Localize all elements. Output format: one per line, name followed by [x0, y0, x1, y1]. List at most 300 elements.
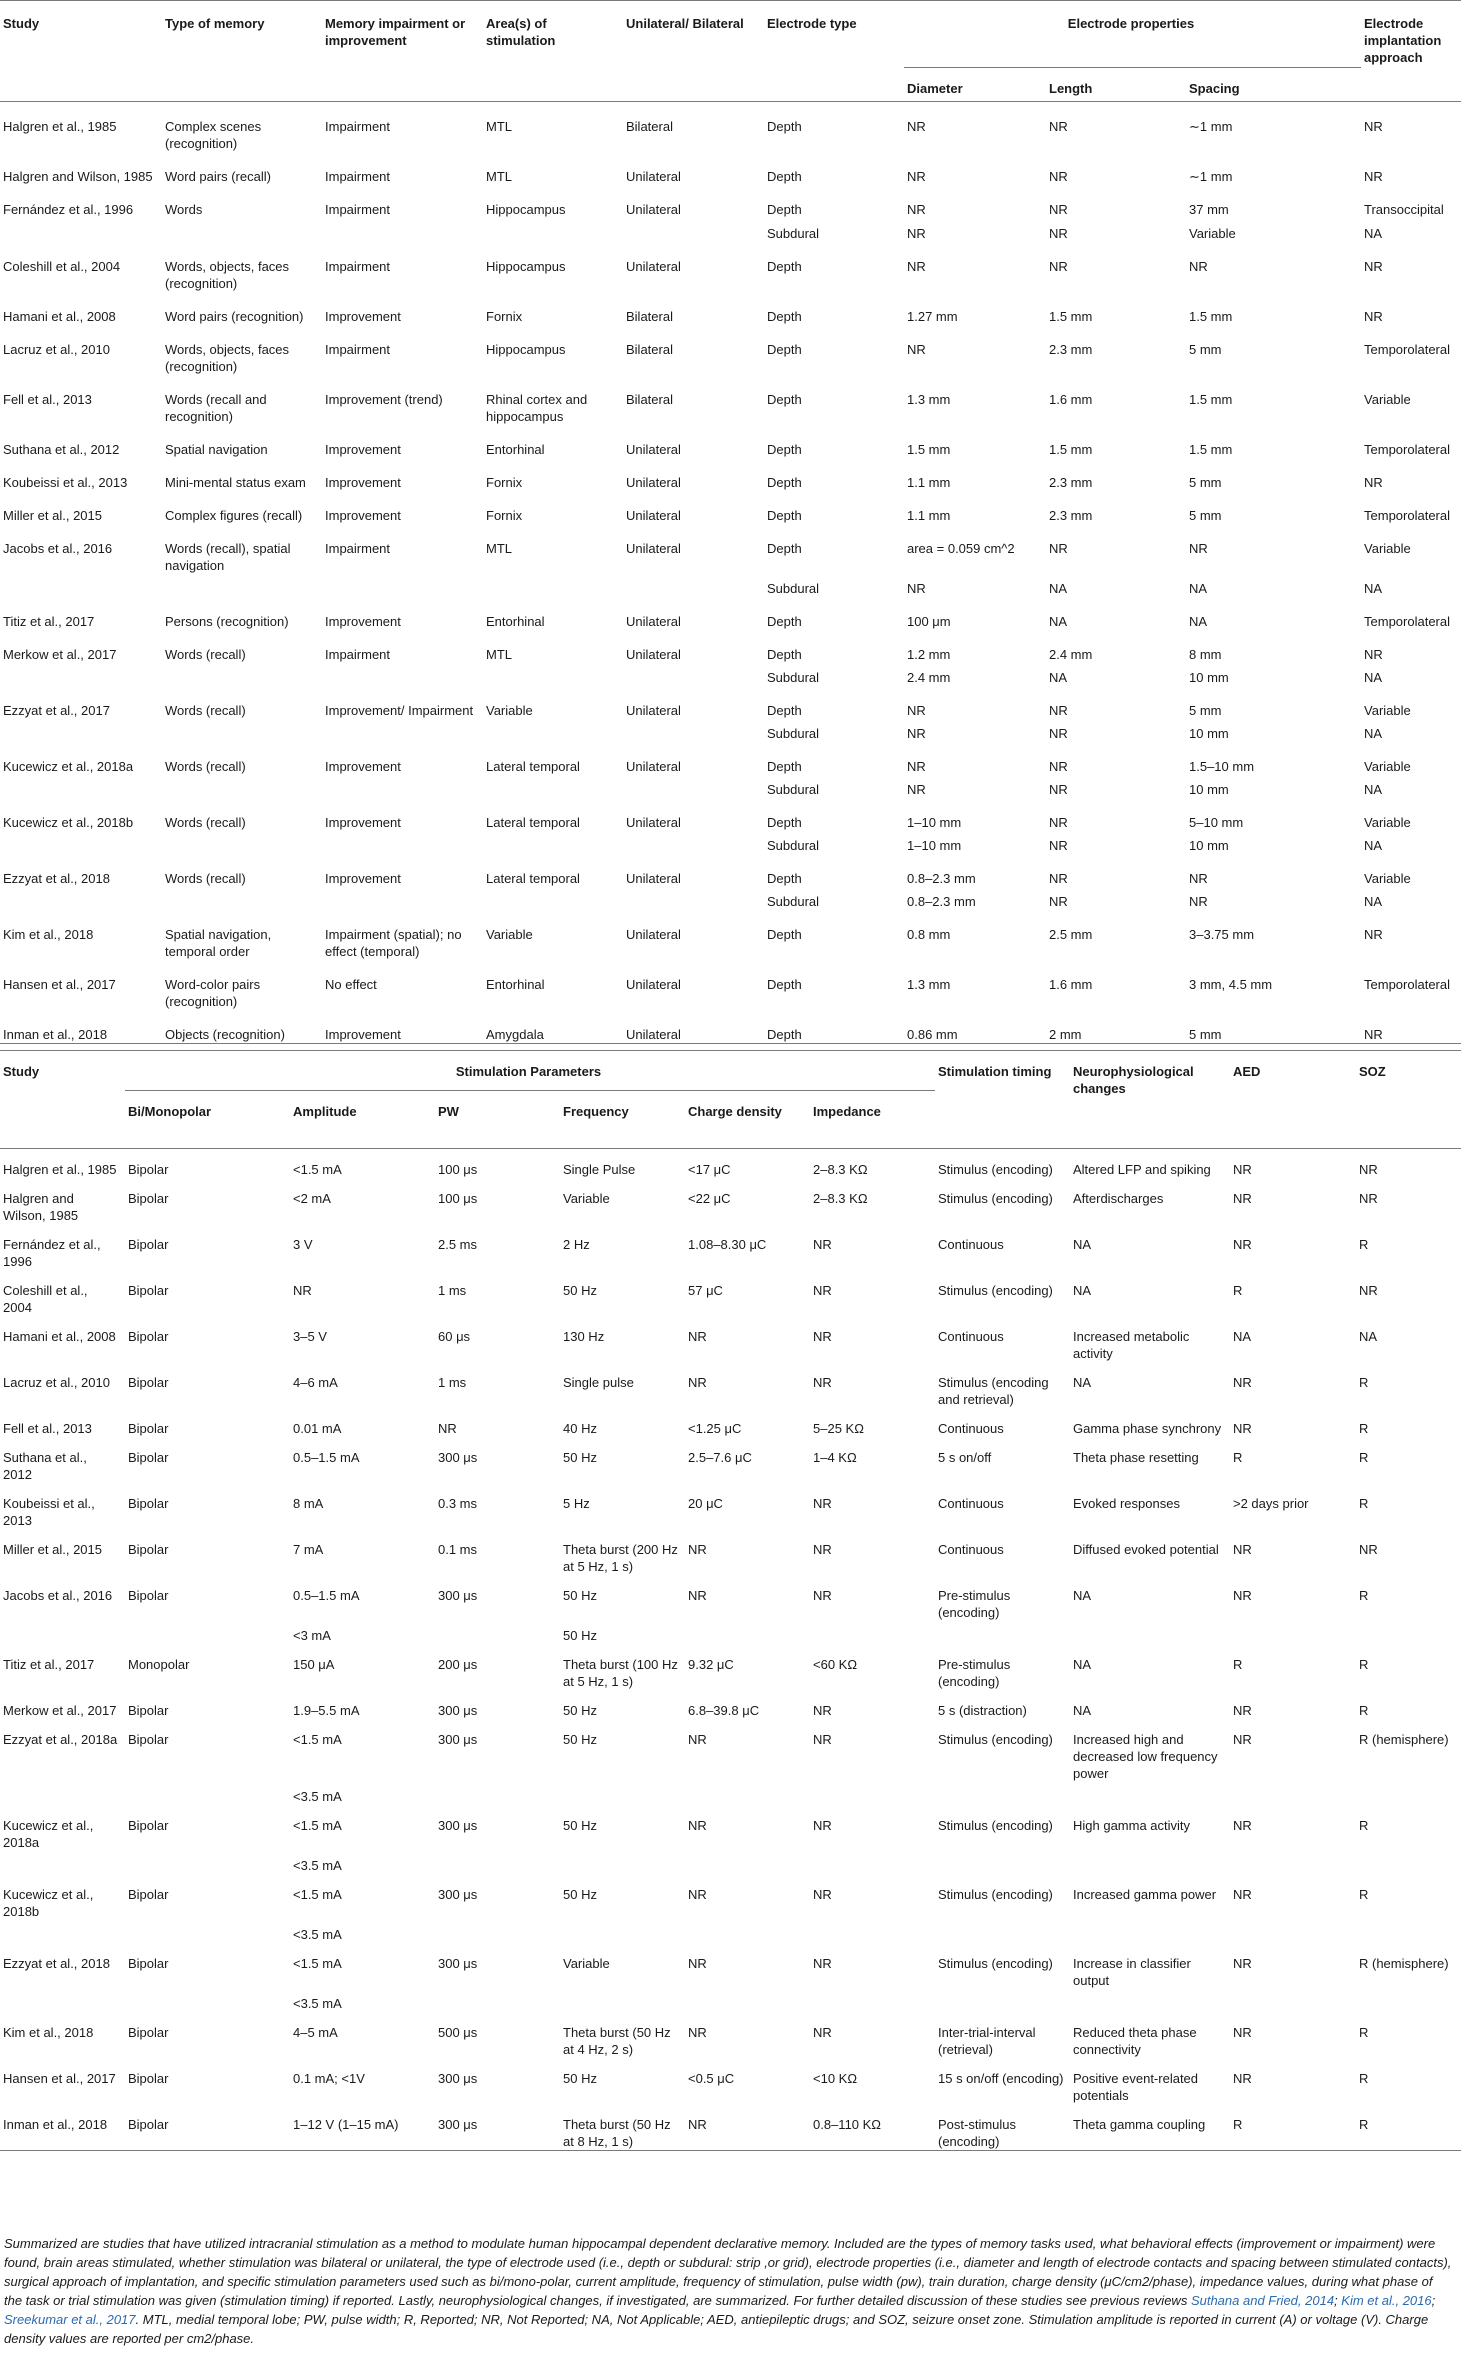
table-cell — [125, 1989, 290, 2012]
table-row — [0, 425, 1461, 458]
table-cell — [0, 1920, 125, 1943]
footnote-text: Summarized are studies that have utilized intracranial stimulation as a method to modulate human hippocampal dependent declarative memory. Included are the types of memory tasks used, what behavioral effects (improvement or impairment) were found, brain areas stimulated, whether stimulation was bilateral or unilateral, the type of electrode used (i.e., depth or subdural: strip ,or grid), electrode properties (i.e., diameter and length of electrode contacts and spacing between stimulated contacts), surgical approach of implantation, and specific stimulation parameters used such as bi/mono-polar, current amplitude, frequency of stimulation, pulse width (pw), train duration, charge density (μC/cm2/phase), impedance values, during what phase of the task or trial stimulation was given (stimulation timing) if reported. Lastly, neurophysiological changes, if investigated, are summarized. For further detailed discussion of these studies see previous reviews — [4, 2236, 1452, 2308]
table-cell: 1–10 mm — [907, 815, 962, 830]
table-cell — [125, 1621, 290, 1644]
table-cell: Depth — [767, 392, 802, 407]
table-cell: 8 mm — [1189, 647, 1222, 662]
table-cell: NR — [1364, 647, 1383, 662]
table-cell: <1.5 mA — [293, 1732, 342, 1747]
table-cell: 300 μs — [438, 1588, 478, 1603]
table-cell: 300 μs — [438, 1818, 478, 1833]
table-row — [0, 1782, 1461, 1805]
table-cell: NR — [1233, 1191, 1252, 1206]
table-cell: Stimulus (encoding) — [938, 1732, 1053, 1747]
col2-study: Study — [3, 1064, 40, 1079]
table-cell — [1356, 1621, 1461, 1644]
table-cell: 50 Hz — [563, 1887, 597, 1902]
table-cell: NR — [907, 703, 926, 718]
table-cell — [935, 1920, 1070, 1943]
table-cell: NR — [813, 1887, 832, 1902]
table-cell: Suthana et al., 2012 — [3, 442, 120, 457]
table-cell: NR — [1233, 2025, 1252, 2040]
table-cell: 100 μs — [438, 1162, 478, 1177]
col-electrode-type: Electrode type — [767, 16, 857, 31]
table-cell: Variable — [486, 927, 533, 942]
table-cell: Depth — [767, 508, 802, 523]
table-cell — [1356, 1920, 1461, 1943]
table-cell: area = 0.059 cm^2 — [907, 541, 1015, 556]
table-cell: 5 Hz — [563, 1496, 590, 1511]
table-cell: Altered LFP and spiking — [1073, 1162, 1211, 1177]
table-cell: NA — [1049, 581, 1068, 596]
table-cell: 3–5 V — [293, 1329, 327, 1344]
table-cell: Unilateral — [626, 614, 681, 629]
table-cell — [935, 1851, 1070, 1874]
col-spacing: Spacing — [1186, 68, 1361, 102]
table-cell: Ezzyat et al., 2017 — [3, 703, 110, 718]
table-cell: Depth — [767, 815, 802, 830]
table-row — [0, 775, 1461, 798]
table-cell: 130 Hz — [563, 1329, 605, 1344]
table-cell — [435, 1782, 560, 1805]
table-cell: Unilateral — [626, 541, 681, 556]
table-cell: Evoked responses — [1073, 1496, 1180, 1511]
table-cell: NR — [1049, 782, 1068, 797]
table-cell: Monopolar — [128, 1657, 190, 1672]
table-cell: Koubeissi et al., 2013 — [3, 1496, 95, 1528]
table-cell — [1230, 1621, 1356, 1644]
table-cell: 0.8–2.3 mm — [907, 871, 976, 886]
table-cell: Halgren and Wilson, 1985 — [3, 169, 153, 184]
table-cell: Entorhinal — [486, 977, 545, 992]
table-cell: Words (recall) — [165, 871, 246, 886]
table-cell — [685, 1782, 810, 1805]
table-cell: Kucewicz et al., 2018a — [3, 1818, 94, 1850]
table-cell: 0.86 mm — [907, 1027, 958, 1042]
table-cell: 1.5 mm — [1049, 442, 1093, 457]
table-cell: Depth — [767, 703, 802, 718]
footnote-citation[interactable]: Kim et al., 2016 — [1341, 2293, 1432, 2308]
table-cell: >2 days prior — [1233, 1496, 1309, 1511]
table-cell — [162, 219, 322, 242]
table-cell: Kucewicz et al., 2018a — [3, 759, 134, 774]
table-cell: Miller et al., 2015 — [3, 508, 102, 523]
table-cell: Complex scenes (recognition) — [165, 119, 262, 151]
table-cell — [162, 663, 322, 686]
table-cell: Bipolar — [128, 1887, 169, 1902]
table-cell: Lacruz et al., 2010 — [3, 1375, 110, 1390]
table-cell: Halgren et al., 1985 — [3, 1162, 117, 1177]
table-cell: Bipolar — [128, 1588, 169, 1603]
table-cell: Words, objects, faces (recognition) — [165, 259, 290, 291]
table-cell: Lateral temporal — [486, 871, 580, 886]
table-cell: NA — [1073, 1283, 1092, 1298]
table-cell — [0, 1621, 125, 1644]
table-row — [0, 1178, 1461, 1224]
table-cell: 500 μs — [438, 2025, 478, 2040]
table-cell: NR — [1049, 894, 1068, 909]
table-cell — [322, 574, 483, 597]
table-cell: Merkow et al., 2017 — [3, 647, 117, 662]
table-cell: Improvement — [325, 871, 401, 886]
table-cell: Fernández et al., 1996 — [3, 1237, 101, 1269]
table-cell: Rhinal cortex and hippocampus — [486, 392, 588, 424]
table-cell: NA — [1049, 670, 1068, 685]
table-cell: NR — [813, 1818, 832, 1833]
table-cell: R — [1233, 1450, 1243, 1465]
table-row — [0, 1437, 1461, 1483]
table-cell: Bipolar — [128, 1703, 169, 1718]
table-cell: 10 mm — [1189, 838, 1229, 853]
table-cell — [810, 1621, 935, 1644]
table-cell: Subdural — [767, 581, 820, 596]
table-cell: <22 μC — [688, 1191, 731, 1206]
table-cell — [1356, 1851, 1461, 1874]
table-cell — [623, 775, 764, 798]
table-cell: Hansen et al., 2017 — [3, 2071, 116, 2086]
table-cell: Impairment — [325, 342, 391, 357]
footnote-separator: ; — [1334, 2293, 1342, 2308]
table-cell: Depth — [767, 202, 802, 217]
table-cell: Words (recall), spatial navigation — [165, 541, 291, 573]
table-cell: 1.9–5.5 mA — [293, 1703, 360, 1718]
table-cell — [322, 775, 483, 798]
table-cell: Halgren et al., 1985 — [3, 119, 117, 134]
table-cell: Ezzyat et al., 2018 — [3, 1956, 110, 1971]
table-cell — [483, 663, 623, 686]
table-cell: NR — [688, 1956, 707, 1971]
table-cell: Depth — [767, 927, 802, 942]
table-cell: 2.3 mm — [1049, 475, 1093, 490]
table-cell: 15 s on/off (encoding) — [938, 2071, 1064, 2086]
table-cell — [322, 887, 483, 910]
table-cell: NR — [1189, 259, 1208, 274]
table-cell: 1.1 mm — [907, 508, 951, 523]
table-cell: NA — [1073, 1703, 1092, 1718]
table-cell: Subdural — [767, 226, 820, 241]
table-cell: Pre-stimulus (encoding) — [938, 1657, 1011, 1689]
footnote-text: . MTL, medial temporal lobe; PW, pulse width; R, Reported; NR, Not Reported; NA, Not Applicable; AED, antiepileptic drugs; and SOZ, seizure onset zone. Stimulation amplitude is reported in current (A) or voltage (V). Charge density values are reported per cm2/phase. — [4, 2312, 1429, 2346]
footnote-citation[interactable]: Sreekumar et al., 2017 — [4, 2312, 136, 2327]
table-cell: NR — [1364, 475, 1383, 490]
table-cell: 3 V — [293, 1237, 313, 1252]
table-cell: Variable — [1364, 871, 1411, 886]
table-cell: NA — [1364, 226, 1383, 241]
table-cell — [1230, 1782, 1356, 1805]
table-cell: Subdural — [767, 726, 820, 741]
table-cell: 300 μs — [438, 2071, 478, 2086]
table-cell: Words (recall) — [165, 703, 246, 718]
table-cell: 150 μA — [293, 1657, 335, 1672]
table-cell: 1.6 mm — [1049, 977, 1093, 992]
table-cell: 0.01 mA — [293, 1421, 342, 1436]
electrode-table — [0, 0, 1461, 1044]
table-cell: NR — [813, 1237, 832, 1252]
table-cell: Stimulus (encoding) — [938, 1887, 1053, 1902]
table-row — [0, 1270, 1461, 1316]
table-cell: Bilateral — [626, 392, 673, 407]
table-cell: Improvement — [325, 508, 401, 523]
table-cell: Increase in classifier output — [1073, 1956, 1191, 1988]
table-cell: NR — [1233, 1703, 1252, 1718]
table-cell: MTL — [486, 119, 512, 134]
table-cell: 0.8–110 KΩ — [813, 2117, 882, 2132]
table-cell: NR — [1233, 1421, 1252, 1436]
table-cell: Theta phase resetting — [1073, 1450, 1199, 1465]
table-cell: Impairment — [325, 647, 391, 662]
table-cell: 1.08–8.30 μC — [688, 1237, 767, 1252]
table-cell: NR — [1364, 119, 1383, 134]
table-cell: R (hemisphere) — [1359, 1956, 1449, 1971]
table-cell: Spatial navigation, temporal order — [165, 927, 272, 959]
table-cell: 100 μm — [907, 614, 951, 629]
table-cell: Impairment — [325, 202, 391, 217]
table-cell: Stimulus (encoding) — [938, 1956, 1053, 1971]
table-row — [0, 152, 1461, 185]
table-cell — [0, 887, 162, 910]
table-cell: NR — [1049, 838, 1068, 853]
table-cell — [322, 219, 483, 242]
table-cell — [0, 219, 162, 242]
table-cell: NR — [907, 226, 926, 241]
table-cell: R (hemisphere) — [1359, 1732, 1449, 1747]
table-row — [0, 1989, 1461, 2012]
table-cell: 300 μs — [438, 2117, 478, 2132]
table-cell: Improvement — [325, 442, 401, 457]
col-electrode-properties: Electrode properties — [1067, 16, 1195, 31]
table-cell: Theta burst (200 Hz at 5 Hz, 1 s) — [563, 1542, 678, 1574]
table-cell: NA — [1073, 1588, 1092, 1603]
table-cell: NR — [438, 1421, 457, 1436]
table-cell: Lateral temporal — [486, 815, 580, 830]
table-cell — [0, 719, 162, 742]
table-cell: NR — [1233, 2071, 1252, 2086]
table-cell: 10 mm — [1189, 670, 1229, 685]
table-cell: 2 mm — [1049, 1027, 1082, 1042]
table-cell: Coleshill et al., 2004 — [3, 259, 121, 274]
table-cell: 60 μs — [438, 1329, 471, 1344]
table-cell — [483, 831, 623, 854]
table-row — [0, 742, 1461, 775]
table-cell: Bipolar — [128, 1732, 169, 1747]
table-cell — [162, 574, 322, 597]
table-cell: Bipolar — [128, 1375, 169, 1390]
table-cell: 2.5–7.6 μC — [688, 1450, 752, 1465]
table-cell: 1.5 mm — [1049, 309, 1093, 324]
table-cell: Positive event-related potentials — [1073, 2071, 1199, 2103]
table-cell: Continuous — [938, 1421, 1004, 1436]
table-cell — [162, 887, 322, 910]
table-cell: Improvement — [325, 475, 401, 490]
table-row — [0, 1575, 1461, 1621]
table-cell: Hippocampus — [486, 202, 566, 217]
table-cell: Titiz et al., 2017 — [3, 614, 95, 629]
table-cell: Theta gamma coupling — [1073, 2117, 1206, 2132]
table-cell: No effect — [325, 977, 377, 992]
table-cell: R — [1359, 1887, 1369, 1902]
table-cell: Ezzyat et al., 2018a — [3, 1732, 118, 1747]
table-cell: 1 ms — [438, 1375, 467, 1390]
table-cell — [685, 1989, 810, 2012]
table-cell — [1356, 1989, 1461, 2012]
table-row — [0, 1408, 1461, 1437]
table-cell: Bipolar — [128, 2025, 169, 2040]
table-cell: 2.3 mm — [1049, 508, 1093, 523]
table-cell: 50 Hz — [563, 1732, 597, 1747]
table-cell — [623, 719, 764, 742]
table-cell: Bilateral — [626, 309, 673, 324]
table-cell: 0.8 mm — [907, 927, 951, 942]
table-cell: NR — [1049, 169, 1068, 184]
col2-impedance: Impedance — [810, 1091, 935, 1149]
table-cell: Suthana et al., 2012 — [3, 1450, 87, 1482]
table-cell: Words (recall) — [165, 759, 246, 774]
table-cell: NR — [813, 1732, 832, 1747]
table-cell: Variable — [1364, 392, 1411, 407]
table-cell: Inman et al., 2018 — [3, 2117, 108, 2132]
table-cell: 0.8–2.3 mm — [907, 894, 976, 909]
table-cell: Complex figures (recall) — [165, 508, 303, 523]
table-row — [0, 524, 1461, 574]
table-cell — [1070, 1920, 1230, 1943]
table-cell: Afterdischarges — [1073, 1191, 1164, 1206]
table-cell: 6.8–39.8 μC — [688, 1703, 760, 1718]
table-cell — [1230, 1920, 1356, 1943]
table-cell: Word-color pairs (recognition) — [165, 977, 261, 1009]
table-cell: <1.25 μC — [688, 1421, 742, 1436]
table-cell: NR — [688, 1887, 707, 1902]
table-row — [0, 630, 1461, 663]
table-cell: NR — [1233, 1588, 1252, 1603]
table-cell: NA — [1364, 894, 1383, 909]
table-cell: Theta burst (100 Hz at 5 Hz, 1 s) — [563, 1657, 678, 1689]
table-cell: Gamma phase synchrony — [1073, 1421, 1222, 1436]
table-cell: Kim et al., 2018 — [3, 2025, 94, 2040]
table-cell: NR — [1049, 259, 1068, 274]
table-cell: Improvement/ Impairment — [325, 703, 474, 718]
table-cell: Unilateral — [626, 1027, 681, 1042]
table-cell: Unilateral — [626, 442, 681, 457]
table-cell — [623, 219, 764, 242]
table-cell: NR — [1049, 871, 1068, 886]
table-cell: NA — [1073, 1237, 1092, 1252]
table-cell: <60 KΩ — [813, 1657, 858, 1672]
table-cell: Inter-trial-interval (retrieval) — [938, 2025, 1036, 2057]
table-cell: 1.1 mm — [907, 475, 951, 490]
table-cell: Unilateral — [626, 703, 681, 718]
table-cell: Variable — [1364, 759, 1411, 774]
table-cell: 300 μs — [438, 1732, 478, 1747]
table-row — [0, 325, 1461, 375]
table-cell: Temporolateral — [1364, 342, 1451, 357]
table-cell: NA — [1364, 670, 1383, 685]
table-cell: NR — [1233, 1732, 1252, 1747]
table-cell: NR — [1359, 1283, 1378, 1298]
table-cell: 0.1 mA; <1V — [293, 2071, 365, 2086]
table-cell: <1.5 mA — [293, 1956, 342, 1971]
table-cell: NR — [1359, 1542, 1378, 1557]
table-cell: 1.5 mm — [907, 442, 951, 457]
table-cell: Stimulus (encoding and retrieval) — [938, 1375, 1049, 1407]
table-cell: 50 Hz — [563, 1703, 597, 1718]
col2-frequency: Frequency — [560, 1091, 685, 1149]
table-cell: NR — [688, 1542, 707, 1557]
table-cell: NR — [1364, 259, 1383, 274]
col2-charge: Charge density — [685, 1091, 810, 1149]
table-cell: 50 Hz — [563, 1450, 597, 1465]
table-cell — [935, 1782, 1070, 1805]
table-row — [0, 2058, 1461, 2104]
table-row — [0, 1010, 1461, 1044]
table-cell: Lateral temporal — [486, 759, 580, 774]
table-cell: R — [1233, 2117, 1243, 2132]
table-cell: Jacobs et al., 2016 — [3, 541, 113, 556]
table-cell: 3 mm, 4.5 mm — [1189, 977, 1273, 992]
table-row — [0, 292, 1461, 325]
table-cell: Improvement — [325, 815, 401, 830]
table-row — [0, 1690, 1461, 1719]
table-cell: <3.5 mA — [293, 1996, 342, 2011]
table-cell: NR — [907, 726, 926, 741]
table-cell: Bipolar — [128, 1237, 169, 1252]
table-row — [0, 910, 1461, 960]
table-cell: NR — [1189, 894, 1208, 909]
electrode-table-body — [0, 102, 1461, 1044]
table-cell — [1230, 1989, 1356, 2012]
table-cell: Impairment — [325, 541, 391, 556]
table-cell: 1.6 mm — [1049, 392, 1093, 407]
footnote-citation[interactable]: Suthana and Fried, 2014 — [1190, 2293, 1335, 2308]
col-type-of-memory: Type of memory — [165, 16, 265, 31]
table-cell: 2.4 mm — [907, 670, 951, 685]
table-cell: R — [1359, 2025, 1369, 2040]
table-cell: NR — [1364, 927, 1383, 942]
table-cell: NR — [813, 1329, 832, 1344]
table-cell — [810, 1989, 935, 2012]
table-cell: Continuous — [938, 1542, 1004, 1557]
table-cell: Post-stimulus (encoding) — [938, 2117, 1017, 2149]
table-row — [0, 887, 1461, 910]
table-cell: NR — [813, 1496, 832, 1511]
table-cell: Bilateral — [626, 342, 673, 357]
table-cell: Subdural — [767, 838, 820, 853]
table-cell: Hamani et al., 2008 — [3, 309, 116, 324]
table-cell: Continuous — [938, 1329, 1004, 1344]
table-cell — [623, 887, 764, 910]
table-cell: Impairment — [325, 119, 391, 134]
table-cell: Fell et al., 2013 — [3, 392, 92, 407]
stimulation-table-body — [0, 1149, 1461, 2151]
table-cell: Merkow et al., 2017 — [3, 1703, 117, 1718]
table-cell — [623, 574, 764, 597]
table-cell: Koubeissi et al., 2013 — [3, 475, 128, 490]
table-row — [0, 1621, 1461, 1644]
table-cell — [1070, 1851, 1230, 1874]
table-cell — [435, 1920, 560, 1943]
table-cell: 5 mm — [1189, 342, 1222, 357]
table-cell: Hippocampus — [486, 342, 566, 357]
table-cell: Hamani et al., 2008 — [3, 1329, 116, 1344]
table-cell: ∼1 mm — [1189, 169, 1233, 184]
table-cell: Word pairs (recognition) — [165, 309, 304, 324]
col2-neuro: Neurophysiological changes — [1073, 1064, 1194, 1096]
table-cell: Kim et al., 2018 — [3, 927, 94, 942]
table-cell: 20 μC — [688, 1496, 723, 1511]
table-cell — [810, 1920, 935, 1943]
table-footnote — [4, 2234, 1454, 2348]
table-cell: 0.5–1.5 mA — [293, 1450, 360, 1465]
table-cell: NR — [688, 1588, 707, 1603]
